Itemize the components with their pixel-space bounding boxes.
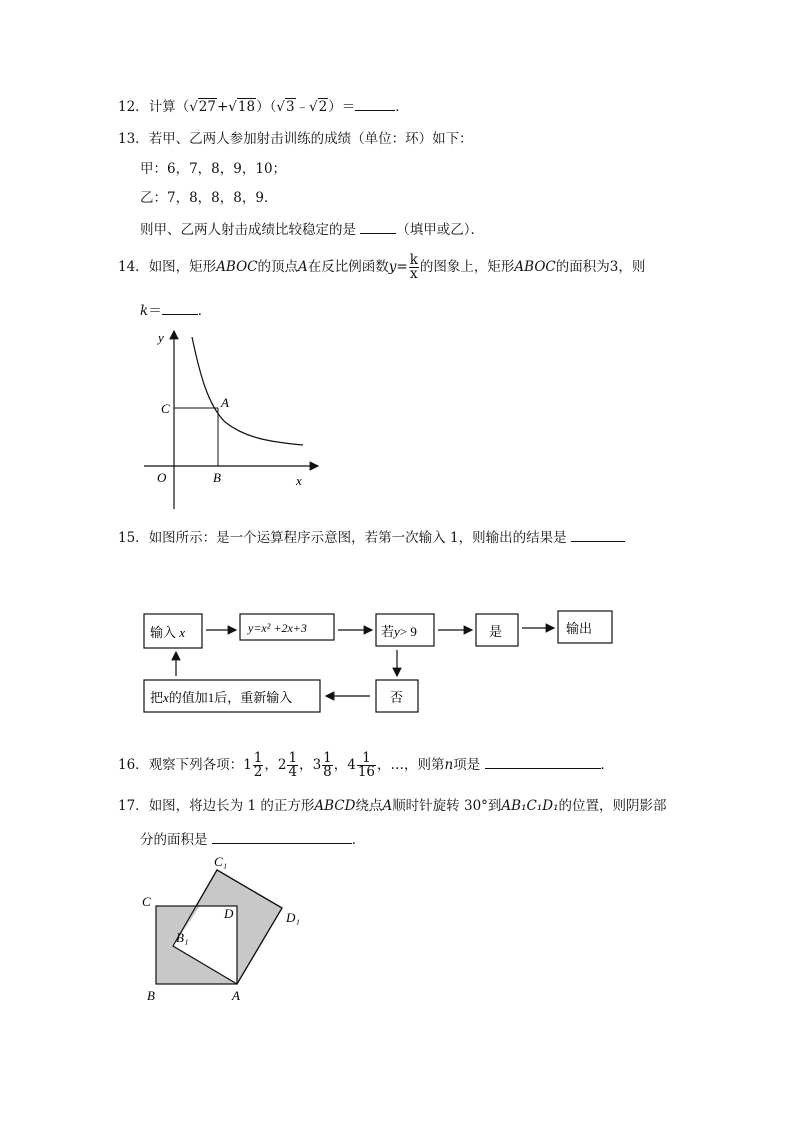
rotated-square-figure (138, 852, 318, 1008)
radicand-27: 27 (198, 99, 216, 115)
q13-ask-post: （填甲或乙）． (396, 222, 485, 238)
question-14 (118, 254, 645, 281)
var-y: y (388, 259, 397, 275)
period: ． (395, 99, 409, 115)
frac-denominator: 16 (357, 764, 376, 780)
question-number: 14． (118, 259, 149, 275)
mixed-number-whole: 3 (312, 757, 322, 773)
axis-label-x: x (296, 473, 302, 488)
equals-sign: ＝ (148, 303, 162, 319)
sqrt-sign: √ (276, 99, 285, 115)
period: ． (351, 832, 366, 848)
plus-sign: + (216, 99, 229, 115)
frac-denominator: 2 (253, 764, 263, 780)
point-a: A (298, 259, 308, 275)
separator: ， (333, 757, 348, 773)
output-label: 输出 (566, 621, 593, 636)
sqrt-sign: √ (309, 99, 318, 115)
answer-blank[interactable] (212, 829, 352, 844)
origin-label: O (157, 470, 167, 485)
var-k: k (140, 303, 149, 319)
point-a: A (382, 798, 393, 814)
loop-label: 把x的值加1后，重新输入 (150, 690, 293, 705)
question-number: 16． (118, 757, 149, 773)
answer-blank[interactable] (571, 527, 625, 542)
point-c1-label: C₁ (214, 854, 228, 869)
frac-denominator: x (410, 266, 418, 282)
equals-sign: = (396, 259, 408, 275)
point-b1-label: B₁ (176, 930, 189, 945)
inverse-function-graph (130, 325, 330, 515)
program-flowchart (138, 606, 618, 718)
point-b-label: B (147, 988, 155, 1003)
radicand-18: 18 (237, 99, 256, 115)
mixed-number-whole: 4 (347, 757, 356, 773)
answer-blank[interactable] (485, 754, 601, 769)
q14-text: 的图象上，矩形 (419, 259, 515, 275)
q12-mid: ）（ (256, 99, 277, 115)
point-d1-label: D₁ (286, 910, 300, 925)
minus-sign: ﹣ (295, 99, 310, 115)
frac-denominator: 8 (323, 764, 332, 780)
radicand-3: 3 (285, 99, 295, 115)
question-12 (118, 96, 409, 116)
mixed-number-fraction (357, 752, 376, 779)
point-a-label: A (221, 395, 229, 410)
answer-blank[interactable] (355, 96, 395, 111)
mixed-number-whole: 1 (243, 757, 252, 773)
q15-text: 如图所示：是一个运算程序示意图，若第一次输入 1，则输出的结果是 (148, 530, 567, 546)
frac-numerator: 1 (253, 750, 263, 766)
point-b-label: B (213, 470, 221, 485)
sqrt-sign: √ (228, 99, 237, 115)
q16-text: 项是 (453, 757, 481, 773)
point-c-label: C (161, 401, 170, 416)
q17-line2 (140, 829, 365, 849)
separator: ， (264, 757, 278, 773)
separator: ， (377, 757, 391, 773)
q14-text: 如图，矩形 (148, 259, 217, 275)
q14-answer (140, 300, 211, 320)
fraction-k-over-x (409, 254, 419, 281)
question-16 (118, 752, 614, 779)
q13-text: 若甲、乙两人参加射击训练的成绩（单位：环）如下： (148, 131, 473, 147)
frac-numerator: k (409, 252, 418, 268)
q16-text: …，则第 (390, 757, 445, 773)
q17-text: 的位置，则阴影部 (558, 798, 667, 814)
q17-text: 绕点 (355, 798, 383, 814)
axis-label-y: y (158, 330, 164, 345)
mixed-number-fraction (322, 752, 333, 779)
answer-blank[interactable] (360, 219, 396, 234)
q14-text: 在反比例函数 (307, 259, 389, 275)
hyperbola-curve (192, 337, 303, 445)
frac-numerator: 1 (288, 750, 298, 766)
q14-text: 的面积为3，则 (555, 259, 646, 275)
question-15 (118, 527, 625, 547)
point-a-label: A (232, 988, 240, 1003)
mixed-number-fraction (287, 752, 298, 779)
score-yi: 乙：7，8，8，8，9． (140, 190, 278, 206)
frac-numerator: 1 (323, 750, 332, 766)
rect-name: ABOC (216, 259, 258, 275)
radicand-2: 2 (318, 99, 328, 115)
separator: ， (299, 757, 313, 773)
q12-prefix: 计算（ (148, 99, 190, 115)
question-number: 12． (118, 99, 149, 115)
no-label: 否 (390, 690, 404, 705)
condition-label: 若y> 9 (381, 624, 417, 639)
q17-text: 顺时针旋转 30°到 (392, 798, 502, 814)
square-name: ABCD (314, 798, 356, 814)
question-number: 15． (118, 530, 149, 546)
formula-label: y=x² +2x+3 (248, 621, 307, 635)
answer-blank[interactable] (162, 300, 198, 315)
question-13 (118, 130, 473, 148)
input-label: 输入 x (150, 625, 186, 640)
period: ． (600, 757, 615, 773)
frac-denominator: 4 (288, 764, 298, 780)
q14-text: 的顶点 (257, 259, 299, 275)
question-17 (118, 797, 666, 815)
rotated-square-name: AB₁C₁D₁ (501, 798, 559, 814)
point-c-label: C (142, 894, 151, 909)
score-jia: 甲：6，7，8，9，10； (140, 161, 287, 177)
question-number: 17． (118, 798, 149, 814)
mixed-number-whole: 2 (277, 757, 287, 773)
mixed-number-fraction (253, 752, 264, 779)
frac-numerator: 1 (357, 752, 376, 766)
q17-text: 如图，将边长为 1 的正方形 (148, 798, 315, 814)
q12-suffix: ）＝ (328, 99, 356, 115)
sqrt-sign: √ (189, 99, 198, 115)
period: ． (197, 303, 212, 319)
q16-text: 观察下列各项： (148, 757, 244, 773)
q13-ask-text: 则甲、乙两人射击成绩比较稳定的是 (140, 222, 356, 238)
point-d-label: D (224, 906, 234, 921)
yes-label: 是 (489, 624, 503, 639)
var-n: n (444, 757, 454, 773)
rect-name: ABOC (514, 259, 556, 275)
q17-text: 分的面积是 (140, 832, 208, 848)
q13-ask (140, 219, 484, 239)
question-number: 13． (118, 131, 149, 147)
